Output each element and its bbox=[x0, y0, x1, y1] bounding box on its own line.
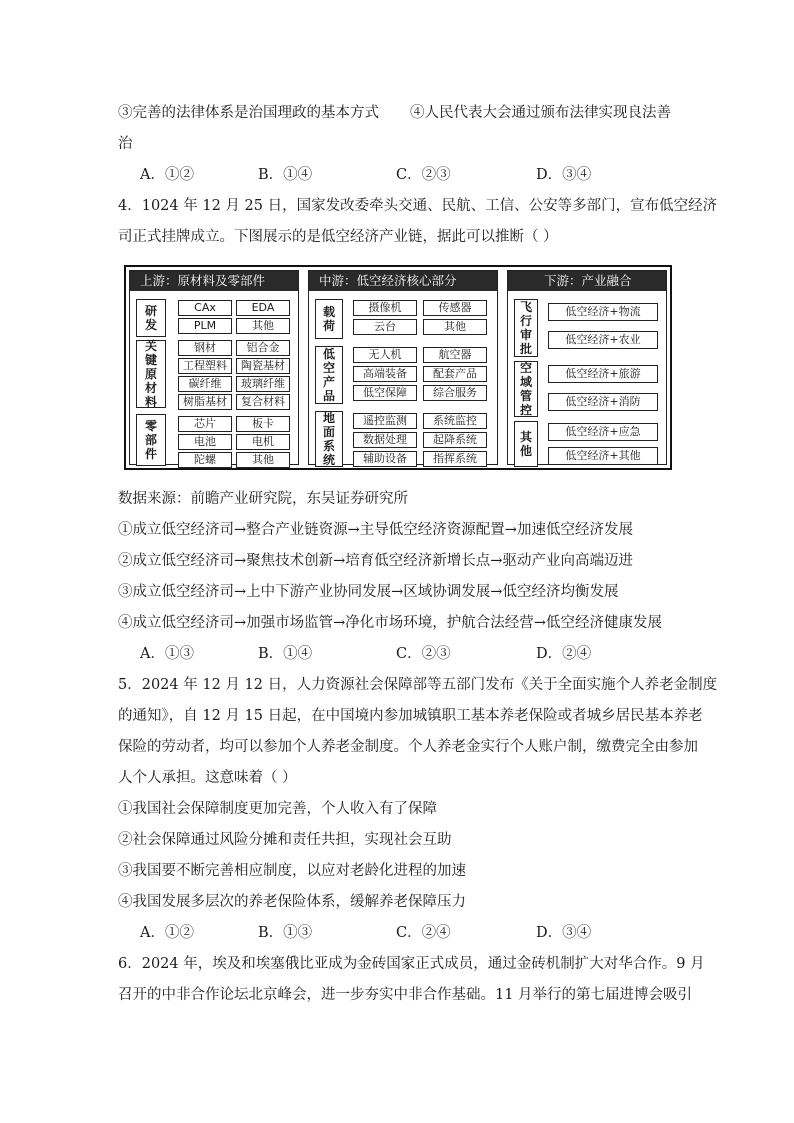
q4-statement-2: ②成立低空经济司→聚焦技术创新→培育低空经济新增长点→驱动产业向高端迈进 bbox=[118, 553, 633, 569]
cell-data-processing: 数据处理 bbox=[353, 432, 417, 448]
q5-option-c[interactable]: C．②④ bbox=[396, 925, 451, 941]
cell-agriculture: 低空经济+农业 bbox=[548, 331, 658, 349]
upstream-panel bbox=[129, 270, 299, 465]
cell-drone: 无人机 bbox=[353, 347, 417, 363]
q4-option-d[interactable]: D．②④ bbox=[536, 646, 592, 662]
q3-option-a[interactable]: A．①② bbox=[140, 167, 194, 183]
q4-option-a[interactable]: A．①③ bbox=[140, 646, 194, 662]
q4-option-c[interactable]: C．②③ bbox=[396, 646, 451, 662]
upstream-label-rd: 研 发 bbox=[136, 299, 166, 337]
cell-cax: CAx bbox=[178, 300, 232, 316]
q5-option-a[interactable]: A．①② bbox=[140, 925, 194, 941]
downstream-label-other: 其 他 bbox=[514, 421, 538, 467]
q3-option-c[interactable]: C．②③ bbox=[396, 167, 451, 183]
q3-option-d[interactable]: D．③④ bbox=[536, 167, 592, 183]
cell-steel: 钢材 bbox=[178, 340, 232, 356]
cell-takeoff-landing: 起降系统 bbox=[423, 432, 487, 448]
cell-glass-fiber: 玻璃纤维 bbox=[236, 376, 290, 392]
cell-resin: 树脂基材 bbox=[178, 394, 232, 410]
q5-stem-line-4: 人个人承担。这意味着（ ） bbox=[118, 770, 297, 786]
downstream-label-airspace: 空 域 管 控 bbox=[514, 361, 538, 417]
midstream-title: 中游：低空经济核心部分 bbox=[309, 271, 497, 291]
cell-low-altitude-support: 低空保障 bbox=[353, 385, 417, 401]
cell-command-system: 指挥系统 bbox=[423, 451, 487, 467]
cell-composite: 复合材料 bbox=[236, 394, 290, 410]
q5-stem-line-2: 的通知》，自 12 月 15 日起，在中国境内参加城镇职工基本养老保险或者城乡居民基本养老 bbox=[118, 708, 703, 724]
cell-other-integration: 低空经济+其他 bbox=[548, 447, 658, 465]
midstream-label-ground-system: 地 面 系 统 bbox=[315, 411, 343, 467]
upstream-title: 上游：原材料及零部件 bbox=[130, 271, 298, 291]
q4-statement-1: ①成立低空经济司→整合产业链资源→主导低空经济资源配置→加速低空经济发展 bbox=[118, 522, 633, 538]
q6-stem-line-1: 6．2024 年，埃及和埃塞俄比亚成为金砖国家正式成员，通过金砖机制扩大对华合作。9 月 bbox=[118, 956, 705, 972]
downstream-label-approval: 飞 行 审 批 bbox=[514, 299, 538, 357]
cell-sensor: 传感器 bbox=[423, 300, 487, 316]
q4-data-source: 数据来源：前瞻产业研究院，东吴证券研究所 bbox=[118, 491, 408, 507]
q5-statement-4: ④我国发展多层次的养老保险体系，缓解养老保障压力 bbox=[118, 894, 466, 910]
midstream-panel bbox=[308, 270, 498, 465]
q4-option-b[interactable]: B．①④ bbox=[258, 646, 313, 662]
q4-stem-line-2: 司正式挂牌成立。下图展示的是低空经济产业链，据此可以推断（ ） bbox=[118, 229, 558, 245]
cell-board: 板卡 bbox=[236, 416, 290, 432]
cell-motor: 电机 bbox=[236, 434, 290, 450]
q5-option-d[interactable]: D．③④ bbox=[536, 925, 592, 941]
cell-camera: 摄像机 bbox=[353, 300, 417, 316]
q3-statement-3: ③完善的法律体系是治国理政的基本方式 bbox=[118, 105, 379, 121]
cell-auxiliary-equipment: 辅助设备 bbox=[353, 451, 417, 467]
cell-gyro: 陀螺 bbox=[178, 452, 232, 468]
q4-statement-4: ④成立低空经济司→加强市场监管→净化市场环境，护航合法经营→低空经济健康发展 bbox=[118, 615, 662, 631]
cell-ceramics: 陶瓷基材 bbox=[236, 358, 290, 374]
cell-battery: 电池 bbox=[178, 434, 232, 450]
cell-other-payload: 其他 bbox=[423, 319, 487, 335]
upstream-label-materials: 关 键 原 材 料 bbox=[136, 340, 166, 408]
cell-integrated-services: 综合服务 bbox=[423, 385, 487, 401]
cell-gimbal: 云台 bbox=[353, 319, 417, 335]
q5-option-b[interactable]: B．①③ bbox=[258, 925, 313, 941]
upstream-label-parts: 零 部 件 bbox=[136, 414, 166, 466]
cell-carbon-fiber: 碳纤维 bbox=[178, 376, 232, 392]
downstream-title: 下游：产业融合 bbox=[508, 271, 666, 291]
cell-emergency: 低空经济+应急 bbox=[548, 423, 658, 441]
q6-stem-line-2: 召开的中非合作论坛北京峰会，进一步夯实中非合作基础。11 月举行的第七届进博会吸引 bbox=[118, 987, 693, 1003]
cell-logistics: 低空经济+物流 bbox=[548, 303, 658, 321]
cell-supporting-products: 配套产品 bbox=[423, 366, 487, 382]
midstream-label-products: 低 空 产 品 bbox=[315, 346, 343, 404]
cell-system-monitoring: 系统监控 bbox=[423, 413, 487, 429]
cell-plastics: 工程塑料 bbox=[178, 358, 232, 374]
q5-stem-line-1: 5．2024 年 12 月 12 日，人力资源社会保障部等五部门发布《关于全面实施个人养老金制度 bbox=[118, 677, 718, 693]
cell-aluminum: 铝合金 bbox=[236, 340, 290, 356]
q3-statement-4-cont: 治 bbox=[118, 136, 133, 152]
q3-option-b[interactable]: B．①④ bbox=[258, 167, 313, 183]
cell-plm: PLM bbox=[178, 318, 232, 334]
cell-chip: 芯片 bbox=[178, 416, 232, 432]
q5-stem-line-3: 保险的劳动者，均可以参加个人养老金制度。个人养老金实行个人账户制，缴费完全由参加 bbox=[118, 739, 698, 755]
cell-remote-monitoring: 遥控监测 bbox=[353, 413, 417, 429]
downstream-panel bbox=[507, 270, 667, 465]
cell-eda: EDA bbox=[236, 300, 290, 316]
cell-other-parts: 其他 bbox=[236, 452, 290, 468]
q5-statement-1: ①我国社会保障制度更加完善，个人收入有了保障 bbox=[118, 801, 437, 817]
cell-high-end-equipment: 高端装备 bbox=[353, 366, 417, 382]
industry-chain-figure bbox=[124, 265, 672, 470]
midstream-label-payload: 载 荷 bbox=[315, 299, 343, 339]
q5-statement-2: ②社会保障通过风险分摊和责任共担，实现社会互助 bbox=[118, 832, 452, 848]
q3-statement-4: ④人民代表大会通过颁布法律实现良法善 bbox=[410, 105, 671, 121]
cell-tourism: 低空经济+旅游 bbox=[548, 365, 658, 383]
q4-stem-line-1: 4．1024 年 12 月 25 日，国家发改委牵头交通、民航、工信、公安等多部门，宣布低空经济 bbox=[118, 198, 718, 214]
q4-statement-3: ③成立低空经济司→上中下游产业协同发展→区域协调发展→低空经济均衡发展 bbox=[118, 584, 619, 600]
cell-aircraft: 航空器 bbox=[423, 347, 487, 363]
cell-other-rd: 其他 bbox=[236, 318, 290, 334]
cell-firefighting: 低空经济+消防 bbox=[548, 393, 658, 411]
q5-statement-3: ③我国要不断完善相应制度，以应对老龄化进程的加速 bbox=[118, 863, 466, 879]
